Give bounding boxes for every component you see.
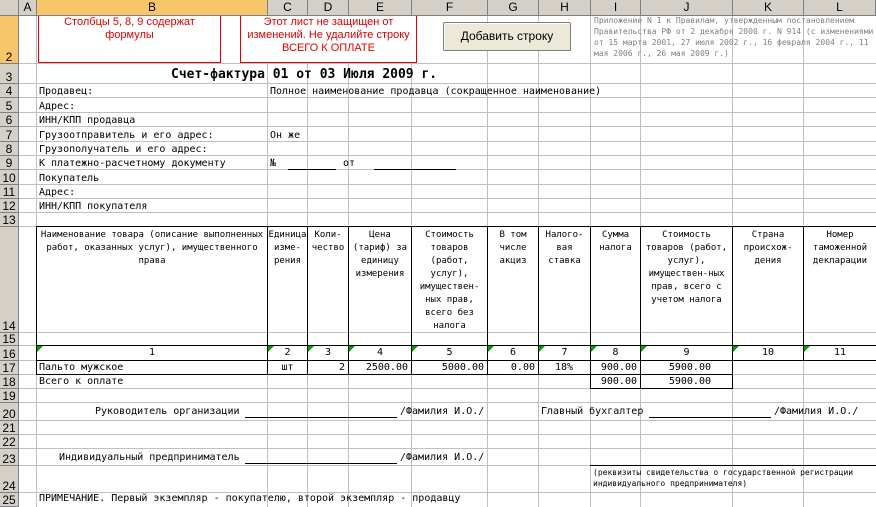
col-number-3: 3 — [324, 347, 332, 358]
shipper-label: Грузоотправитель и его адрес: — [39, 130, 214, 141]
cell-grid[interactable] — [19, 16, 876, 507]
column-header-i[interactable]: I — [591, 0, 641, 16]
item-total[interactable]: 5900.00 — [668, 362, 711, 373]
col-number-1: 1 — [148, 347, 156, 358]
header-unit: Единица изме-рения — [268, 229, 307, 329]
col-number-2: 2 — [284, 347, 291, 358]
row-header-24[interactable]: 24 — [0, 466, 19, 493]
header-excise: В том числе акциз — [488, 229, 538, 329]
row-header-16[interactable]: 16 — [0, 346, 19, 361]
row-header-12[interactable]: 12 — [0, 199, 19, 213]
cell-comment-marker — [37, 346, 43, 352]
accountant-signature-line — [649, 417, 771, 418]
column-header-a[interactable]: A — [19, 0, 37, 16]
row-header-18[interactable]: 18 — [0, 375, 19, 389]
row-header-17[interactable]: 17 — [0, 361, 19, 375]
column-header-k[interactable]: K — [733, 0, 804, 16]
header-cost-with-tax: Стоимость товаров (работ, услуг), имуществен-ных прав, всего с учетом налога — [641, 229, 732, 329]
col-number-7: 7 — [561, 347, 568, 358]
certificate-line — [590, 465, 876, 466]
row-header-9[interactable]: 9 — [0, 156, 19, 170]
buyer-inn-label: ИНН/КПП покупателя — [39, 201, 148, 212]
item-tax-rate[interactable]: 18% — [554, 362, 573, 373]
row-header-10[interactable]: 10 — [0, 170, 19, 185]
row-header-3[interactable]: 3 — [0, 64, 19, 84]
seller-address-label: Адрес: — [39, 101, 76, 112]
row-header-21[interactable]: 21 — [0, 421, 19, 435]
cell-comment-marker — [488, 346, 494, 352]
cell-comment-marker — [268, 346, 274, 352]
col-number-10: 10 — [761, 347, 775, 358]
row-header-23[interactable]: 23 — [0, 449, 19, 466]
column-header-j[interactable]: J — [641, 0, 733, 16]
header-tax-rate: Налого-вая ставка — [539, 229, 590, 329]
unprotected-sheet-warning: Этот лист не защищен от изменений. Не удалийте строку ВСЕГО К ОПЛАТЕ — [240, 16, 417, 63]
col-number-9: 9 — [683, 347, 690, 358]
chief-accountant-label: Главный бухгалтер — [541, 406, 644, 417]
shipper-value[interactable]: Он же — [270, 130, 301, 141]
header-quantity: Коли-чество — [308, 229, 348, 329]
column-header-h[interactable]: H — [539, 0, 591, 16]
cell-comment-marker — [412, 346, 418, 352]
row-header-11[interactable]: 11 — [0, 185, 19, 199]
select-all-corner[interactable] — [0, 0, 19, 16]
formula-columns-note: Столбцы 5, 8, 9 содержат формулы — [38, 16, 221, 63]
entrepreneur-signature-line — [245, 463, 397, 464]
column-header-e[interactable]: E — [349, 0, 412, 16]
header-customs-declaration: Номер таможенной декларации — [804, 229, 876, 329]
payment-doc-from: от — [343, 158, 356, 169]
column-header-f[interactable]: F — [412, 0, 488, 16]
invoice-title: Счет-фактура 01 от 03 Июля 2009 г. — [171, 67, 438, 82]
row-header-13[interactable]: 13 — [0, 213, 19, 227]
total-label: Всего к оплате — [39, 376, 124, 387]
row-header-7[interactable]: 7 — [0, 127, 19, 142]
col-number-6: 6 — [509, 347, 517, 358]
copies-note: ПРИМЕЧАНИЕ. Первый экземпляр - покупателю, второй экземпляр - продавцу — [39, 493, 461, 504]
payment-doc-date-line — [374, 169, 456, 170]
cell-comment-marker — [349, 346, 355, 352]
cell-comment-marker — [804, 346, 810, 352]
item-quantity[interactable]: 2 — [338, 362, 345, 373]
col-number-8: 8 — [612, 347, 619, 358]
entrepreneur-label: Индивидуальный предприниматель — [59, 452, 240, 463]
seller-value[interactable]: Полное наименование продавца (сокращенное наименование) — [270, 86, 602, 97]
row-header-6[interactable]: 6 — [0, 113, 19, 127]
col-number-5: 5 — [446, 347, 453, 358]
header-cost-without-tax: Стоимость товаров (работ, услуг), имуществен-ных прав, всего без налога — [412, 229, 487, 329]
item-tax-amount[interactable]: 900.00 — [600, 362, 637, 373]
accountant-fio-label: /Фамилия И.О./ — [774, 406, 859, 417]
payment-doc-number-line — [288, 169, 336, 170]
column-header-d[interactable]: D — [308, 0, 349, 16]
col-number-11: 11 — [833, 347, 847, 358]
appendix-reference: Приложение N 1 к Правилам, утвержденным постановлением Правительства РФ от 2 декабря 2000 г. N 914 (с изменениями от 15 марта 2001, 27 июля 2002 г., 16 февраля 2004 г., 11 мая 2006 г., 26 мая 2009 г.) — [594, 16, 874, 58]
payment-doc-number-sign: № — [270, 158, 277, 169]
item-unit[interactable]: шт — [281, 362, 294, 373]
item-price[interactable]: 2500.00 — [365, 362, 408, 373]
buyer-address-label: Адрес: — [39, 187, 76, 198]
cell-comment-marker — [641, 346, 647, 352]
item-cost[interactable]: 5000.00 — [441, 362, 484, 373]
seller-inn-label: ИНН/КПП продавца — [39, 115, 136, 126]
column-header-c[interactable]: C — [268, 0, 308, 16]
column-header-l[interactable]: L — [804, 0, 876, 16]
header-tax-amount: Сумма налога — [591, 229, 640, 329]
head-fio-label: /Фамилия И.О./ — [400, 406, 485, 417]
head-of-organization-label: Руководитель организации — [95, 406, 240, 417]
entrepreneur-fio-label: /Фамилия И.О./ — [400, 452, 485, 463]
payment-doc-label: К платежно-расчетному документу — [39, 158, 226, 169]
header-product-name: Наименование товара (описание выполненных работ, оказанных услуг), имущественного права — [37, 229, 267, 329]
row-header-19[interactable]: 19 — [0, 389, 19, 403]
row-header-25[interactable]: 25 — [0, 493, 19, 507]
row-header-22[interactable]: 22 — [0, 435, 19, 449]
total-tax-amount[interactable]: 900.00 — [600, 376, 637, 387]
header-origin-country: Страна происхож-дения — [733, 229, 803, 329]
head-signature-line — [245, 417, 397, 418]
buyer-label: Покупатель — [39, 173, 100, 184]
row-header-15[interactable]: 15 — [0, 333, 19, 346]
header-price: Цена (тариф) за единицу измерения — [349, 229, 411, 329]
seller-label: Продавец: — [39, 86, 94, 97]
total-amount[interactable]: 5900.00 — [668, 376, 711, 387]
cell-comment-marker — [733, 346, 739, 352]
column-header-b[interactable]: B — [37, 0, 268, 16]
cell-comment-marker — [308, 346, 314, 352]
cell-comment-marker — [539, 346, 545, 352]
row-header-14[interactable]: 14 — [0, 227, 19, 333]
consignee-label: Грузополучатель и его адрес: — [39, 144, 208, 155]
row-header-4[interactable]: 4 — [0, 84, 19, 98]
col-number-4: 4 — [376, 347, 384, 358]
row-header-2[interactable]: 2 — [0, 16, 19, 64]
cell-comment-marker — [591, 346, 597, 352]
add-row-button[interactable]: Добавить строку — [443, 22, 571, 51]
row-header-5[interactable]: 5 — [0, 98, 19, 113]
row-header-8[interactable]: 8 — [0, 142, 19, 156]
row-header-20[interactable]: 20 — [0, 403, 19, 421]
item-excise[interactable]: 0.00 — [510, 362, 535, 373]
certificate-details: (реквизиты свидетельства о государственной регистрации индивидуального предпринимателя) — [593, 468, 854, 488]
item-name[interactable]: Пальто мужское — [39, 362, 124, 373]
column-header-g[interactable]: G — [488, 0, 539, 16]
